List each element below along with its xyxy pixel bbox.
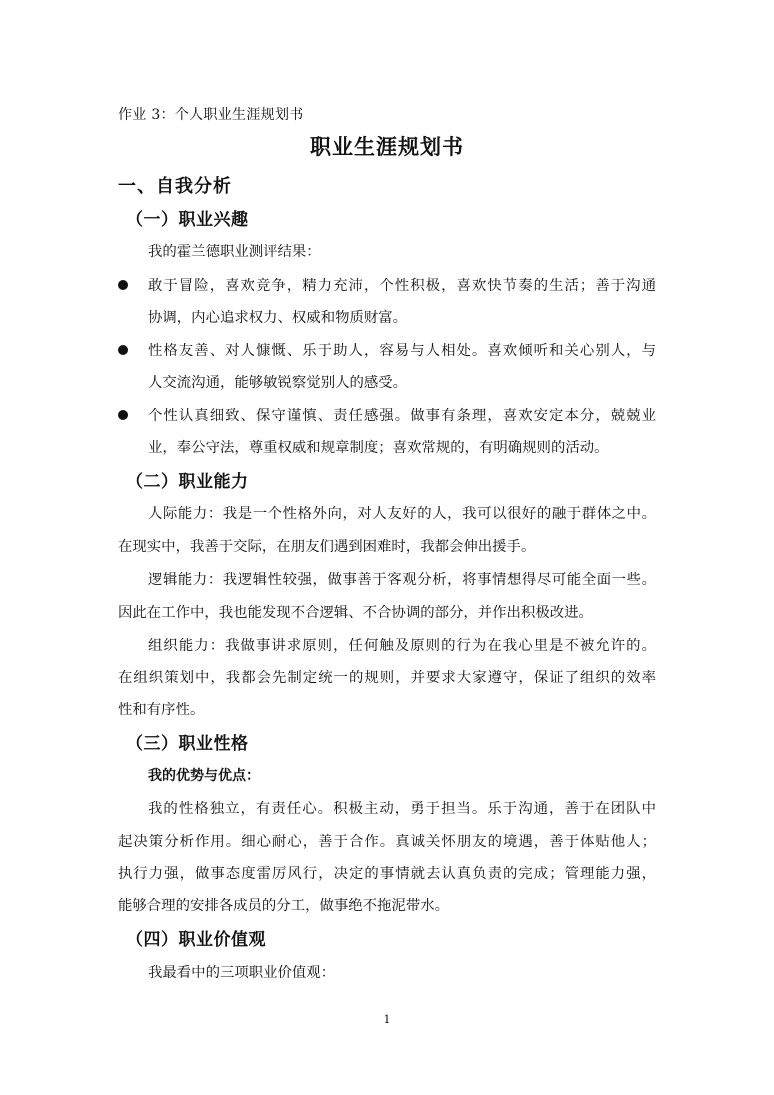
subsection-heading-ability: （二）职业能力 <box>126 472 249 492</box>
page-number: 1 <box>383 1013 391 1026</box>
personality-line-1: 我的性格独立，有责任心。积极主动，勇于担当。乐于沟通，善于在团队中 <box>148 801 658 817</box>
ability-para-2-line-2: 因此在工作中，我也能发现不合逻辑、不合协调的部分，并作出积极改进。 <box>118 605 593 621</box>
bullet-icon <box>118 345 128 355</box>
interest-bullet-1-line-2: 协调，内心追求权力、权威和物质财富。 <box>148 310 408 326</box>
interest-bullet-3-line-1: 个性认真细致、保守谨慎、责任感强。做事有条理，喜欢安定本分，兢兢业 <box>148 408 658 424</box>
ability-para-3-line-3: 性和有序性。 <box>118 702 205 718</box>
personality-line-4: 能够合理的安排各成员的分工，做事绝不拖泥带水。 <box>118 898 449 914</box>
interest-intro: 我的霍兰德职业测评结果： <box>148 244 321 260</box>
assignment-header: 作业 3：个人职业生涯规划书 <box>118 107 304 123</box>
bullet-icon <box>118 280 128 290</box>
ability-para-3-line-2: 在组织策划中，我都会先制定统一的规则，并要求大家遵守，保证了组织的效率 <box>118 670 657 686</box>
interest-bullet-2-line-1: 性格友善、对人慷慨、乐于助人，容易与人相处。喜欢倾听和关心别人，与 <box>148 343 658 359</box>
subsection-heading-personality: （三）职业性格 <box>126 734 249 754</box>
personality-line-2: 起决策分析作用。细心耐心，善于合作。真诚关怀朋友的境遇，善于体贴他人； <box>118 834 657 850</box>
ability-para-2-line-1: 逻辑能力：我逻辑性较强，做事善于客观分析，将事情想得尽可能全面一些。 <box>148 572 657 588</box>
document-title: 职业生涯规划书 <box>310 135 464 159</box>
interest-bullet-2-line-2: 人交流沟通，能够敏锐察觉别人的感受。 <box>148 375 408 391</box>
section-heading-self-analysis: 一、自我分析 <box>118 176 232 197</box>
ability-para-1-line-1: 人际能力：我是一个性格外向，对人友好的人，我可以很好的融于群体之中。 <box>148 506 657 522</box>
bullet-icon <box>118 410 128 420</box>
interest-bullet-3-line-2: 业，奉公守法，尊重权威和规章制度；喜欢常规的，有明确规则的活动。 <box>148 440 609 456</box>
strengths-label: 我的优势与优点： <box>148 768 260 784</box>
subsection-heading-interest: （一）职业兴趣 <box>126 210 249 230</box>
values-intro: 我最看中的三项职业价值观： <box>148 965 336 981</box>
ability-para-3-line-1: 组织能力：我做事讲求原则，任何触及原则的行为在我心里是不被允许的。 <box>148 638 658 654</box>
subsection-heading-values: （四）职业价值观 <box>126 930 266 950</box>
personality-line-3: 执行力强，做事态度雷厉风行，决定的事情就去认真负责的完成；管理能力强， <box>118 866 657 882</box>
ability-para-1-line-2: 在现实中，我善于交际，在朋友们遇到困难时，我都会伸出援手。 <box>118 539 536 555</box>
interest-bullet-1-line-1: 敢于冒险，喜欢竞争，精力充沛，个性积极，喜欢快节奏的生活；善于沟通 <box>148 278 658 294</box>
